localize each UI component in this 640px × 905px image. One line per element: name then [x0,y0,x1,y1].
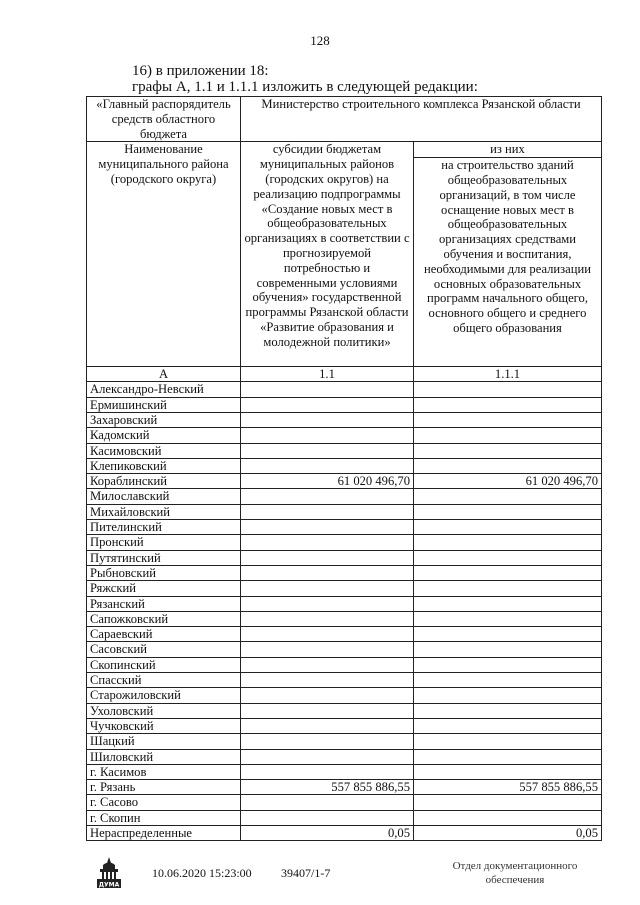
value-1-1-1-cell [414,397,602,412]
table-row [87,382,602,397]
value-1-1-1-cell [414,657,602,672]
value-1-1-1-cell [414,581,602,596]
value-1-1-1-cell [414,535,602,550]
value-1-1-cell [241,688,414,703]
value-1-1-cell [241,764,414,779]
value-1-1-cell [241,504,414,519]
value-1-1-1-cell [414,611,602,626]
district-name-cell: Ермишинский [87,397,241,412]
header-column-1-1-1-text: на строительство зданий общеобразовательных организаций, в том числе оснащение новых мест в общеобразовательных организациях средствами обучения и воспитания, необходимыми для реализации основных образовательных программ начального общего, основного общего и среднего общего образования [424,158,591,335]
district-name-cell: Касимовский [87,443,241,458]
district-name-cell: Пителинский [87,520,241,535]
district-name-cell: г. Рязань [87,780,241,795]
table-row [87,489,602,504]
table-row [87,581,602,596]
value-1-1-cell [241,718,414,733]
intro-line-2: графы А, 1.1 и 1.1.1 изложить в следующей редакции: [132,79,478,95]
value-1-1-1-cell [414,734,602,749]
table-row [87,474,602,489]
table-row [87,703,602,718]
district-name-cell: Сасовский [87,642,241,657]
district-name-cell: Захаровский [87,412,241,427]
value-1-1-cell [241,657,414,672]
value-1-1-cell [241,810,414,825]
table-row [87,749,602,764]
value-1-1-1-cell [414,642,602,657]
district-name-cell: Рязанский [87,596,241,611]
table-row [87,764,602,779]
value-1-1-cell [241,489,414,504]
district-name-cell: Шацкий [87,734,241,749]
table-row [87,596,602,611]
value-1-1-cell [241,458,414,473]
value-1-1-cell: 557 855 886,55 [241,780,414,795]
value-1-1-1-cell [414,764,602,779]
budget-table [86,96,602,841]
value-1-1-cell [241,581,414,596]
district-name-cell: Шиловский [87,749,241,764]
district-name-cell: Спасский [87,673,241,688]
footer-datetime: 10.06.2020 15:23:00 [152,866,252,880]
value-1-1-cell [241,428,414,443]
value-1-1-cell [241,749,414,764]
value-1-1-1-cell [414,795,602,810]
value-1-1-cell [241,565,414,580]
table-row [87,550,602,565]
footer-doc-number: 39407/1-7 [281,866,331,880]
table-row [87,397,602,412]
value-1-1-1-cell: 61 020 496,70 [414,474,602,489]
header-distributor-label: «Главный распорядитель средств областного бюджета [87,97,241,142]
table-row [87,458,602,473]
value-1-1-cell [241,703,414,718]
value-1-1-1-cell [414,428,602,443]
header-column-1-1-1 [414,142,602,367]
value-1-1-1-cell [414,688,602,703]
header-row-1 [87,97,602,142]
value-1-1-cell [241,550,414,565]
table-row [87,780,602,795]
value-1-1-cell [241,611,414,626]
value-1-1-1-cell: 0,05 [414,826,602,841]
district-name-cell: Чучковский [87,718,241,733]
value-1-1-cell: 61 020 496,70 [241,474,414,489]
table-row [87,826,602,841]
header-row-2 [87,142,602,367]
district-name-cell: Клепиковский [87,458,241,473]
district-name-cell: Ухоловский [87,703,241,718]
value-1-1-cell: 0,05 [241,826,414,841]
district-name-cell: Сапожковский [87,611,241,626]
value-1-1-1-cell [414,412,602,427]
value-1-1-1-cell [414,443,602,458]
district-name-cell: г. Касимов [87,764,241,779]
value-1-1-1-cell [414,458,602,473]
column-letter-a: А [87,367,241,382]
table-row [87,565,602,580]
value-1-1-1-cell [414,749,602,764]
district-name-cell: г. Скопин [87,810,241,825]
district-name-cell: Михайловский [87,504,241,519]
footer-department-line-1: Отдел документационного [452,860,578,872]
value-1-1-cell [241,443,414,458]
value-1-1-1-cell [414,382,602,397]
district-name-cell: Александро-Невский [87,382,241,397]
district-name-cell: Ряжский [87,581,241,596]
value-1-1-1-cell [414,489,602,504]
column-letter-1-1: 1.1 [241,367,414,382]
header-ministry-name: Министерство строительного комплекса Рязанской области [241,97,602,142]
value-1-1-cell [241,412,414,427]
table-row [87,520,602,535]
table-row [87,657,602,672]
logo-text: ДУМА [98,881,120,889]
table-row [87,642,602,657]
footer-department-line-2: обеспечения [485,874,545,886]
value-1-1-cell [241,673,414,688]
header-column-1-1: субсидии бюджетам муниципальных районов (городских округов) на реализацию подпрограммы «Создание новых мест в общеобразовательных организациях в соответствии с прогнозируемой потребностью и современными условиями обучения» государственной программы Рязанской области «Развитие образования и молодежной политики» [241,142,414,367]
table-row [87,428,602,443]
table-row [87,504,602,519]
table-row [87,611,602,626]
page-number: 128 [310,33,330,48]
district-name-cell: Сараевский [87,627,241,642]
value-1-1-cell [241,642,414,657]
value-1-1-1-cell [414,627,602,642]
table-row [87,718,602,733]
value-1-1-1-cell [414,673,602,688]
value-1-1-cell [241,596,414,611]
value-1-1-1-cell [414,520,602,535]
district-name-cell: Нераспределенные [87,826,241,841]
duma-logo-icon [94,855,124,889]
district-name-cell: Скопинский [87,657,241,672]
value-1-1-1-cell: 557 855 886,55 [414,780,602,795]
table-row [87,734,602,749]
value-1-1-1-cell [414,596,602,611]
footer-department [440,859,590,887]
district-name-cell: Кораблинский [87,474,241,489]
intro-line-1: 16) в приложении 18: [132,63,269,79]
header-column-a: Наименование муниципального района (городского округа) [87,142,241,367]
value-1-1-1-cell [414,810,602,825]
header-of-them: из них [414,142,601,158]
value-1-1-cell [241,382,414,397]
table-row [87,627,602,642]
district-name-cell: Пронский [87,535,241,550]
table-row [87,412,602,427]
value-1-1-cell [241,520,414,535]
column-letters-row [87,367,602,382]
value-1-1-cell [241,795,414,810]
value-1-1-cell [241,734,414,749]
district-name-cell: Старожиловский [87,688,241,703]
value-1-1-1-cell [414,565,602,580]
value-1-1-1-cell [414,550,602,565]
value-1-1-cell [241,627,414,642]
column-letter-1-1-1: 1.1.1 [414,367,602,382]
district-name-cell: Кадомский [87,428,241,443]
value-1-1-cell [241,397,414,412]
district-name-cell: Рыбновский [87,565,241,580]
table-row [87,443,602,458]
table-row [87,795,602,810]
table-row [87,810,602,825]
value-1-1-1-cell [414,504,602,519]
table-row [87,688,602,703]
value-1-1-cell [241,535,414,550]
district-name-cell: Путятинский [87,550,241,565]
value-1-1-1-cell [414,703,602,718]
district-name-cell: г. Сасово [87,795,241,810]
district-name-cell: Милославский [87,489,241,504]
table-row [87,673,602,688]
value-1-1-1-cell [414,718,602,733]
table-row [87,535,602,550]
